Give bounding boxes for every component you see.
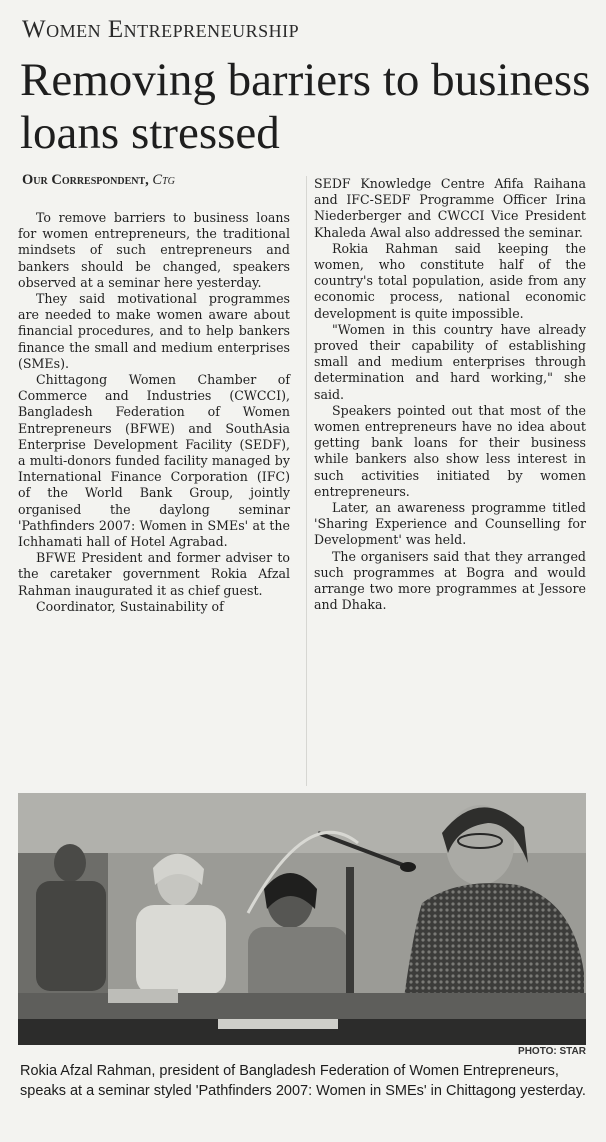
seminar-photo-image [18,793,586,1045]
paragraph: They said motivational programmes are needed to make women aware about financial procedures, and to help bankers finance the small and medium enterprises (SMEs). [18,291,290,371]
paragraph: Rokia Rahman said keeping the women, who constitute half of the country's total population, aside from any economic process, national economic development is quite impossible. [314,240,586,321]
paragraph: Speakers pointed out that most of the women entrepreneurs have no idea about getting bank loans for their business while bankers also show less interest in such activities initiated by women entrepreneurs. [314,402,586,499]
right-column [314,176,586,613]
paragraph-continued: SEDF Knowledge Centre Afifa Raihana and IFC-SEDF Programme Officer Irina Niederberger and CWCCI Vice President Khaleda Awal also addressed the seminar. [314,176,586,240]
photo-caption: Rokia Afzal Rahman, president of Bangladesh Federation of Women Entrepreneurs, speaks at a seminar styled 'Pathfinders 2007: Women in SMEs' in Chittagong yesterday. [20,1063,586,1099]
paragraph: Later, an awareness programme titled 'Sharing Experience and Counselling for Development' was held. [314,500,586,548]
byline-author: Our Correspondent, [22,172,149,188]
column-divider [306,176,307,786]
photo-credit: PHOTO: STAR [518,1046,586,1057]
seminar-photo [18,793,586,1045]
kicker: Women Entrepreneurship [22,16,300,43]
paragraph: The organisers said that they arranged such programmes at Bogra and would arrange two more programmes at Jessore and Dhaka. [314,548,586,613]
paragraph: Chittagong Women Chamber of Commerce and Industries (CWCCI), Bangladesh Federation of Women Entrepreneurs (BFWE) and SouthAsia Enterprise Development Facility (SEDF), a multi-donors funded facility managed by International Finance Corporation (IFC) of the World Bank Group, jointly organised the daylong seminar 'Pathfinders 2007: Women in SMEs' at the Ichhamati hall of Hotel Agrabad. [18,372,290,550]
headline: Removing barriers to business loans stressed [20,54,591,159]
byline [22,172,175,189]
paragraph: To remove barriers to business loans for women entrepreneurs, the traditional mindsets of such entrepreneurs and bankers should be changed, speakers observed at a seminar here yesterday. [18,210,290,290]
byline-location: Ctg [152,172,175,188]
paragraph: "Women in this country have already proved their capability of establishing small and medium enterprises through determination and hard working," she said. [314,321,586,402]
paragraph: BFWE President and former adviser to the caretaker government Rokia Afzal Rahman inaugurated it as chief guest. [18,550,290,598]
paragraph: Coordinator, Sustainability of [36,598,224,614]
left-column [18,210,290,615]
